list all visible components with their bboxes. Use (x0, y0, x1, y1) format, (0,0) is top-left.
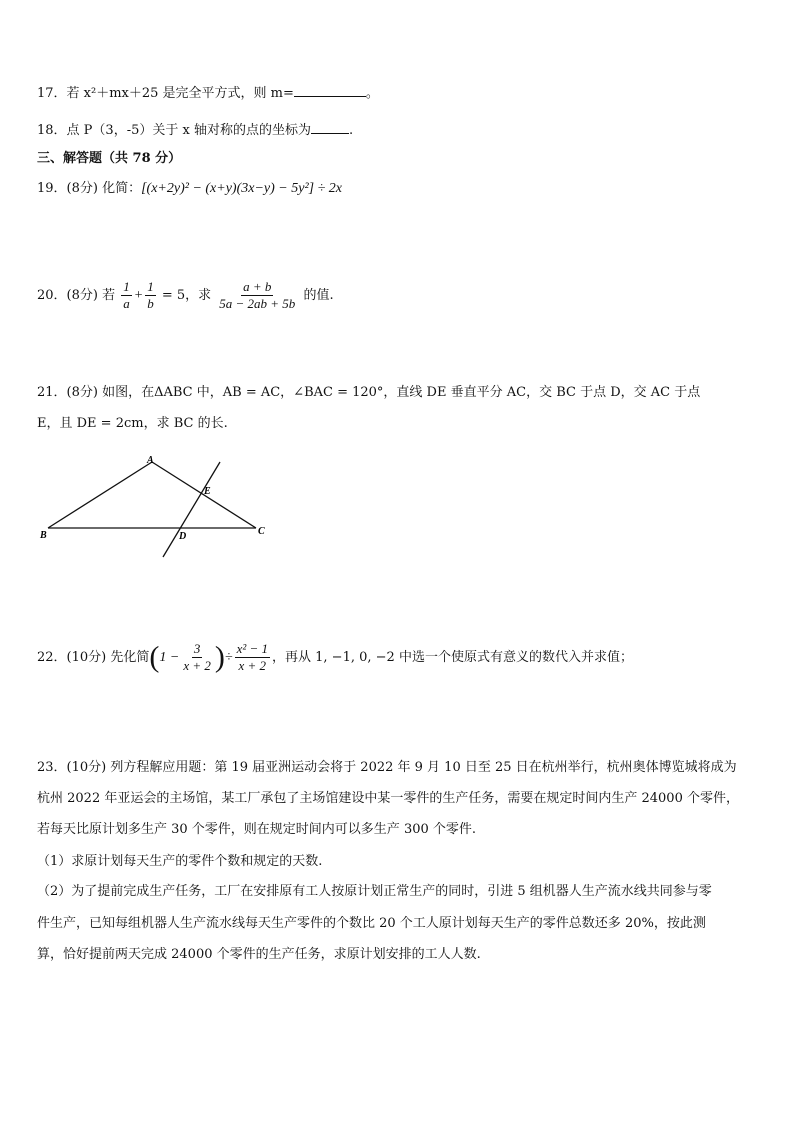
q19-prefix: 19．(8分) 化简： (37, 181, 142, 196)
fraction-x2-minus-1: $\frac{\text{x² − 1}}{x + 2}$ (236, 641, 269, 673)
question-21-line-1: 21．(8分) 如图，在ΔABC 中，AB = AC，∠BAC = 120°，直线 DE 垂直平分 AC，交 BC 于点 D，交 AC 于点 (37, 385, 701, 400)
q18-text: 18．点 P（3，-5）关于 x 轴对称的点的坐标为 (37, 123, 311, 138)
left-paren: ( (149, 640, 160, 674)
q17-text: 17．若 x²＋mx＋25 是完全平方式，则 m= (37, 86, 294, 101)
q20-condition: = 5，求 (161, 288, 212, 303)
q18-end: . (348, 123, 354, 138)
fraction-target: $\frac{a + b}{5a - 2ab + 5b}$ (219, 279, 296, 311)
question-23-sub-1: （1）求原计划每天生产的零件个数和规定的天数. (37, 854, 323, 869)
label-B: B (40, 530, 47, 541)
line-DE (163, 462, 220, 557)
answer-blank[interactable] (311, 119, 349, 134)
answer-blank[interactable] (294, 82, 366, 97)
q17-end: 。 (365, 86, 379, 101)
question-23-sub-2-line-1: （2）为了提前完成生产任务，工厂在安排原有工人按原计划正常生产的同时，引进 5 组机器人生产流水线共同参与零 (37, 884, 712, 899)
plus-sign: + (133, 288, 144, 303)
question-23-sub-2-line-3: 算，恰好提前两天完成 24000 个零件的生产任务，求原计划安排的工人人数. (37, 947, 481, 962)
question-23-sub-2-line-2: 件生产，已知每组机器人生产流水线每天生产零件的个数比 20 个工人原计划每天生产的零件总数还多 20%，按此测 (37, 916, 706, 931)
one-minus: 1 − (159, 650, 180, 665)
label-A: A (147, 455, 154, 466)
question-23-line-3: 若每天比原计划多生产 30 个零件，则在规定时间内可以多生产 300 个零件. (37, 822, 477, 837)
label-E: E (204, 486, 211, 497)
question-18 (37, 119, 353, 141)
right-paren: ) (214, 640, 225, 674)
q20-suffix: 的值. (303, 288, 334, 303)
section-title: 三、解答题（共 78 分） (37, 151, 182, 166)
question-17 (37, 82, 379, 104)
question-20 (37, 276, 334, 316)
q20-prefix: 20．(8分) 若 (37, 288, 116, 303)
question-21-line-2: E，且 DE = 2cm，求 BC 的长. (37, 416, 228, 431)
fraction-1-over-b: $\frac{1}{b}$ (147, 279, 154, 311)
label-D: D (179, 531, 187, 542)
q22-prefix: 22．(10分) 先化简 (37, 650, 150, 665)
fraction-1-over-a: $\frac{1}{a}$ (123, 279, 130, 311)
label-C: C (258, 526, 265, 537)
question-19 (37, 179, 342, 199)
question-22 (37, 636, 633, 680)
fraction-3-over-x-plus-2: $\frac{3}{x + 2}$ (183, 641, 211, 673)
q22-suffix: ，再从 1, −1, 0, −2 中选一个使原式有意义的数代入并求值； (272, 650, 633, 665)
question-23-line-2: 杭州 2022 年亚运会的主场馆，某工厂承包了主场馆建设中某一零件的生产任务，需要在规定时间内生产 24000 个零件， (37, 791, 739, 806)
divide-sign: ÷ (224, 650, 233, 665)
segment-AB (48, 462, 152, 528)
q19-expression: [(x+2y)² − (x+y)(3x−y) − 5y²] ÷ 2x (141, 181, 342, 196)
question-23-line-1: 23．(10分) 列方程解应用题：第 19 届亚洲运动会将于 2022 年 9 月 10 日至 25 日在杭州举行，杭州奥体博览城将成为 (37, 760, 737, 775)
triangle-diagram (36, 452, 276, 562)
